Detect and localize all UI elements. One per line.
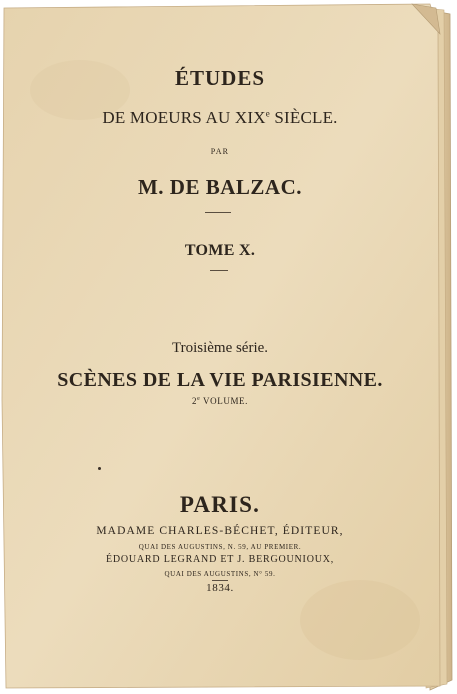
volume-label: 2e VOLUME. xyxy=(191,396,248,406)
book-subtitle: DE MOEURS AU XIXe SIÈCLE. xyxy=(102,108,338,127)
divider-rule-author xyxy=(205,212,231,213)
publication-city: PARIS. xyxy=(179,492,261,517)
by-line: PAR xyxy=(210,147,230,156)
publisher-secondary-address: QUAI DES AUGUSTINS, N° 59. xyxy=(164,570,276,578)
series-title: SCÈNES DE LA VIE PARISIENNE. xyxy=(57,369,383,391)
publication-year: 1834. xyxy=(206,582,234,594)
publisher-primary-address: QUAI DES AUGUSTINS, N. 59, AU PREMIER. xyxy=(138,543,302,551)
publisher-secondary: ÉDOUARD LEGRAND ET J. BERGOUNIOUX, xyxy=(105,554,335,565)
tome-number: TOME X. xyxy=(184,242,256,259)
book-title: ÉTUDES xyxy=(174,66,266,90)
author-name: M. DE BALZAC. xyxy=(137,175,302,199)
divider-rule-tome xyxy=(210,270,228,271)
publisher-primary: MADAME CHARLES-BÉCHET, ÉDITEUR, xyxy=(96,525,344,537)
divider-rule-year xyxy=(212,580,228,581)
ink-speck xyxy=(98,467,101,470)
series-label: Troisième série. xyxy=(171,340,269,356)
